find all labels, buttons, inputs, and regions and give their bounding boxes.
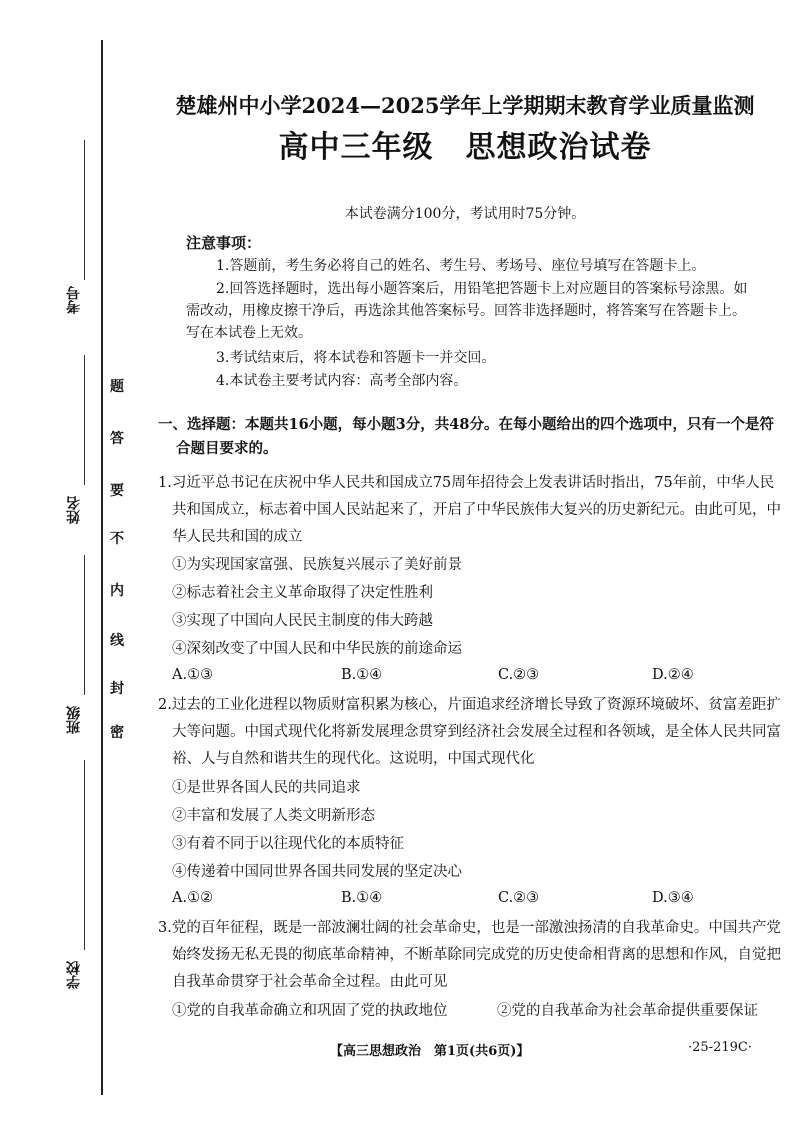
name-label: 姓名 bbox=[66, 496, 82, 524]
seal-char: 要 bbox=[110, 483, 124, 499]
school-label: 学校 bbox=[66, 961, 82, 989]
exam-number-label: 考号 bbox=[66, 286, 82, 314]
seal-char: 不 bbox=[110, 531, 124, 547]
paper-code: ·25-219C· bbox=[688, 1040, 752, 1055]
question-1-option-a[interactable]: A.①③ bbox=[172, 667, 214, 683]
exam-meta: 本试卷满分100分，考试用时75分钟。 bbox=[344, 206, 586, 222]
notice-item: 2.回答选择题时，选出每小题答案后，用铅笔把答题卡上对应题目的答案标号涂黑。如需改动，用橡皮擦干净后，再选涂其他答案标号。回答非选择题时，将答案写在答题卡上。写在本试卷上无效。 bbox=[186, 281, 748, 341]
question-2-stem: 2.过去的工业化进程以物质财富积累为核心，片面追求经济增长导致了资源环境破坏、贫富差距扩大等问题。中国式现代化将新发展理念贯穿到经济社会发展全过程和各领域，是全体人民共同富裕、人与自然和谐共生的现代化。这说明，中国式现代化 bbox=[158, 697, 781, 767]
question-2-option-c[interactable]: C.②③ bbox=[498, 890, 540, 906]
subject-title: 思想政治试卷 bbox=[465, 130, 652, 165]
notice-item: 1.答题前，考生务必将自己的姓名、考生号、考场号、座位号填写在答题卡上。 bbox=[216, 258, 706, 274]
notice-item: 3.考试结束后，将本试卷和答题卡一并交回。 bbox=[216, 350, 496, 366]
binding-line bbox=[101, 40, 103, 1095]
question-2-statement: ①是世界各国人民的共同追求 bbox=[172, 780, 361, 796]
question-2-option-b[interactable]: B.①④ bbox=[341, 890, 383, 906]
page-footer: 【高三思想政治 第1页(共6页)】 bbox=[330, 1044, 530, 1059]
section-heading: 一、选择题：本题共16小题，每小题3分，共48分。在每小题给出的四个选项中，只有一个是符合题目要求的。 bbox=[158, 416, 774, 457]
question-1-statement: ③实现了中国向人民民主制度的伟大跨越 bbox=[172, 613, 433, 629]
seal-char: 题 bbox=[110, 379, 124, 395]
notice-heading: 注意事项： bbox=[186, 234, 262, 252]
exam-number-field[interactable] bbox=[84, 140, 85, 280]
seal-char: 内 bbox=[110, 583, 124, 599]
class-label: 班级 bbox=[66, 706, 82, 734]
question-1-statement: ④深刻改变了中国人民和中华民族的前途命运 bbox=[172, 641, 462, 657]
question-1-statement: ②标志着社会主义革命取得了决定性胜利 bbox=[172, 585, 433, 601]
question-2-option-d[interactable]: D.③④ bbox=[652, 890, 694, 906]
question-2-statement: ④传递着中国同世界各国共同发展的坚定决心 bbox=[172, 864, 462, 880]
question-2-statement: ②丰富和发展了人类文明新形态 bbox=[172, 808, 375, 824]
notice-item: 4.本试卷主要考试内容：高考全部内容。 bbox=[216, 373, 468, 389]
question-3-statement: ①党的自我革命确立和巩固了党的执政地位 bbox=[172, 1003, 448, 1019]
seal-char: 线 bbox=[110, 633, 124, 649]
seal-char: 答 bbox=[110, 431, 124, 447]
question-2-statement: ③有着不同于以往现代化的本质特征 bbox=[172, 836, 404, 852]
question-1-statement: ①为实现国家富强、民族复兴展示了美好前景 bbox=[172, 557, 462, 573]
question-2-option-a[interactable]: A.①② bbox=[172, 890, 214, 906]
school-field[interactable] bbox=[84, 760, 85, 950]
exam-title: 楚雄州中小学2024—2025学年上学期期末教育学业质量监测 bbox=[175, 93, 755, 118]
question-1-stem: 1.习近平总书记在庆祝中华人民共和国成立75周年招待会上发表讲话时指出，75年前，中华人民共和国成立，标志着中国人民站起来了，开启了中华民族伟大复兴的历史新纪元。由此可见，中华人民共和国的成立 bbox=[158, 475, 781, 545]
seal-char: 封 bbox=[110, 681, 124, 697]
question-1-option-b[interactable]: B.①④ bbox=[341, 667, 383, 683]
question-3-stem: 3.党的百年征程，既是一部波澜壮阔的社会革命史，也是一部激浊扬清的自我革命史。中国共产党始终发扬无私无畏的彻底革命精神，不断革除同完成党的历史使命相背离的思想和作风，自觉把自我革命贯穿于社会革命全过程。由此可见 bbox=[158, 920, 781, 990]
name-field[interactable] bbox=[84, 355, 85, 485]
class-field[interactable] bbox=[84, 555, 85, 695]
exam-subtitle bbox=[150, 122, 780, 166]
grade-title: 高中三年级 bbox=[278, 130, 434, 165]
question-3-statement: ②党的自我革命为社会革命提供重要保证 bbox=[497, 1003, 758, 1019]
question-1-option-d[interactable]: D.②④ bbox=[652, 667, 694, 683]
seal-char: 密 bbox=[110, 725, 124, 741]
question-1-option-c[interactable]: C.②③ bbox=[498, 667, 540, 683]
